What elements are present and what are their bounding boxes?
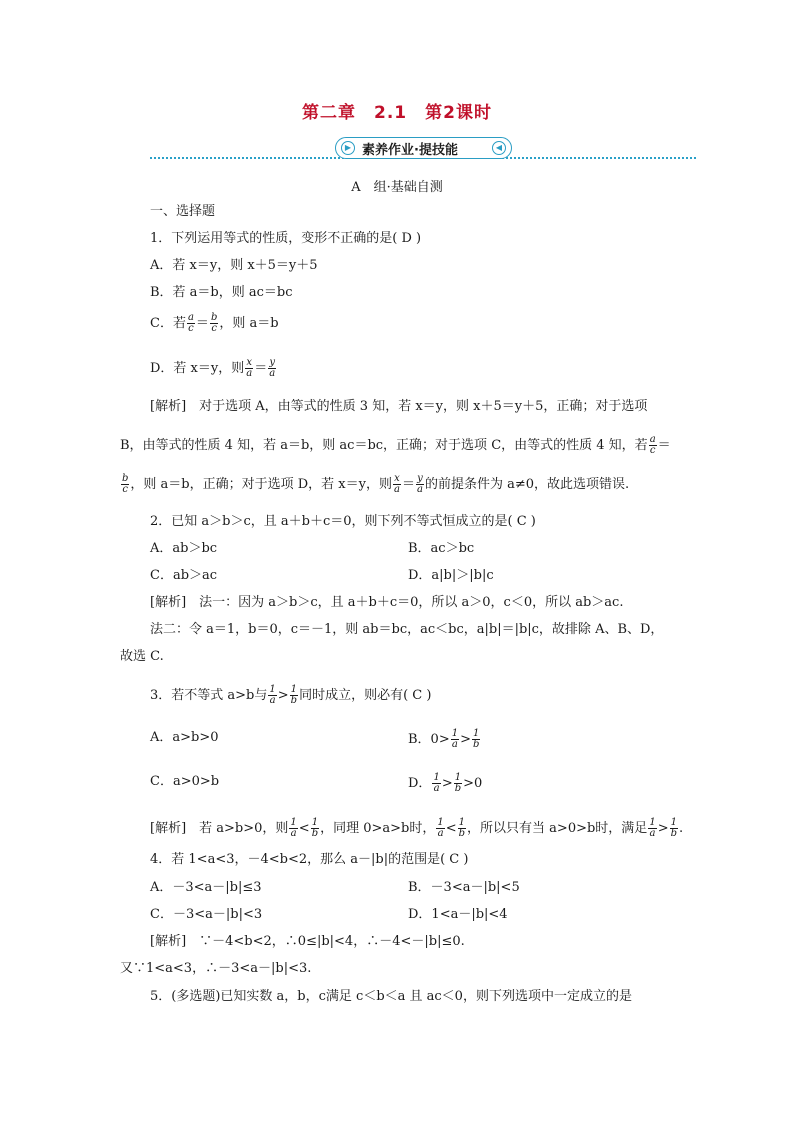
q3-analysis: [解析] 若 a>b>0，则 $\frac{1}{a}$ < $\frac{1}{b}$ ，同理 0>a>b时， $\frac{1}{a}$ < $\frac{1}{b}$ ，所以只有当 a>0>b时，满足 $\frac{1}{a}$ > $\frac{1}{b}$ . [150,817,684,839]
q4-analysis-line1: [解析] ∵－4<b<2，∴0≤|b|<4，∴－4<－|b|≤0. [150,934,465,949]
play-right-icon: ▶ [341,141,355,155]
q3-stem: 3．若不等式 a>b与 $\frac{1}{a}$ > $\frac{1}{b}$ 同时成立，则必有( C ) [150,684,432,706]
q2-option-a: A．ab＞bc [150,541,218,556]
fraction: $\frac{1}{b}$ [473,728,480,750]
fraction: $\frac{1}{b}$ [290,684,298,706]
page-title: 第二章 2.1 第2课时 [302,103,492,123]
fraction: $\frac{b}{c}$ [210,312,218,334]
group-heading: A 组·基础自测 [351,180,443,195]
q2-option-b: B．ac＞bc [408,541,475,556]
q4-option-d: D．1<a－|b|<4 [408,907,508,922]
fraction: $\frac{1}{a}$ [451,728,459,750]
q1-analysis-line2: B，由等式的性质 4 知，若 a＝b，则 ac＝bc，正确；对于选项 C，由等式的性质 4 知，若 $\frac{a}{c}$ ＝ [120,434,671,456]
fraction: $\frac{1}{b}$ [670,817,677,839]
banner-pill [335,137,512,159]
q2-analysis-line3: 故选 C. [120,649,164,664]
q5-stem: 5．(多选题)已知实数 a，b，c满足 c＜b＜a 且 ac＜0，则下列选项中一定成立的是 [150,989,632,1004]
fraction: $\frac{1}{a}$ [290,817,297,839]
q3-option-b: B．0> $\frac{1}{a}$ > $\frac{1}{b}$ [408,728,480,750]
q1-option-d: D．若 x＝y，则 $\frac{x}{a}$ ＝ $\frac{y}{a}$ [150,357,276,379]
fraction: $\frac{1}{a}$ [433,772,440,794]
q2-option-c: C．ab＞ac [150,568,218,583]
q4-option-c: C．－3<a－|b|<3 [150,907,263,922]
fraction: $\frac{1}{b}$ [458,817,466,839]
q1-analysis-line3: $\frac{b}{c}$ ，则 a＝b，正确；对于选项 D，若 x＝y，则 $\frac{x}{a}$ ＝ $\frac{y}{a}$ 的前提条件为 a≠0，故此选项错误. [122,473,630,495]
fraction: $\frac{1}{b}$ [311,817,319,839]
fraction: $\frac{y}{a}$ [416,473,423,495]
q3-option-a: A．a>b>0 [150,730,219,745]
fraction: $\frac{y}{a}$ [269,357,276,379]
play-left-icon: ◀ [492,141,506,155]
q1-stem: 1．下列运用等式的性质，变形不正确的是( D ) [150,231,422,246]
section-heading: 一、选择题 [150,204,216,219]
banner [150,136,696,160]
q2-analysis-line1: [解析] 法一：因为 a＞b＞c，且 a＋b＋c＝0，所以 a＞0，c＜0，所以 ab＞ac. [150,595,624,610]
fraction: $\frac{a}{c}$ [649,434,656,456]
banner-label: 素养作业·提技能 [362,143,458,158]
q4-option-a: A．－3<a－|b|≤3 [150,880,262,895]
fraction: $\frac{x}{a}$ [393,473,400,495]
q1-analysis-line1: [解析] 对于选项 A，由等式的性质 3 知，若 x＝y，则 x＋5＝y＋5，正确；对于选项 [150,399,648,414]
q3-option-d: D． $\frac{1}{a}$ > $\frac{1}{b}$ >0 [408,772,483,794]
fraction: $\frac{1}{a}$ [269,684,276,706]
fraction: $\frac{x}{a}$ [246,357,253,379]
q1-option-a: A．若 x＝y，则 x＋5＝y＋5 [150,258,318,273]
q4-analysis-line2: 又∵1<a<3，∴－3<a－|b|<3. [120,961,312,976]
q2-option-d: D．a|b|＞|b|c [408,568,494,583]
q1-option-c: C．若 $\frac{a}{c}$ ＝ $\frac{b}{c}$ ，则 a＝b [150,312,279,334]
q1-option-b: B．若 a＝b，则 ac＝bc [150,285,293,300]
fraction: $\frac{1}{a}$ [437,817,444,839]
fraction: $\frac{1}{a}$ [649,817,656,839]
fraction: $\frac{a}{c}$ [187,312,194,334]
q3-option-c: C．a>0>b [150,774,220,789]
q2-analysis-line2: 法二：令 a＝1，b＝0，c＝－1，则 ab＝bc，ac＜bc，a|b|＝|b|c，故排除 A、B、D， [150,622,664,637]
fraction: $\frac{1}{b}$ [454,772,462,794]
fraction: $\frac{b}{c}$ [122,473,129,495]
q4-stem: 4．若 1<a<3，－4<b<2，那么 a－|b|的范围是( C ) [150,852,469,867]
q4-option-b: B．－3<a－|b|<5 [408,880,520,895]
q2-stem: 2．已知 a＞b＞c，且 a＋b＋c＝0，则下列不等式恒成立的是( C ) [150,514,536,529]
